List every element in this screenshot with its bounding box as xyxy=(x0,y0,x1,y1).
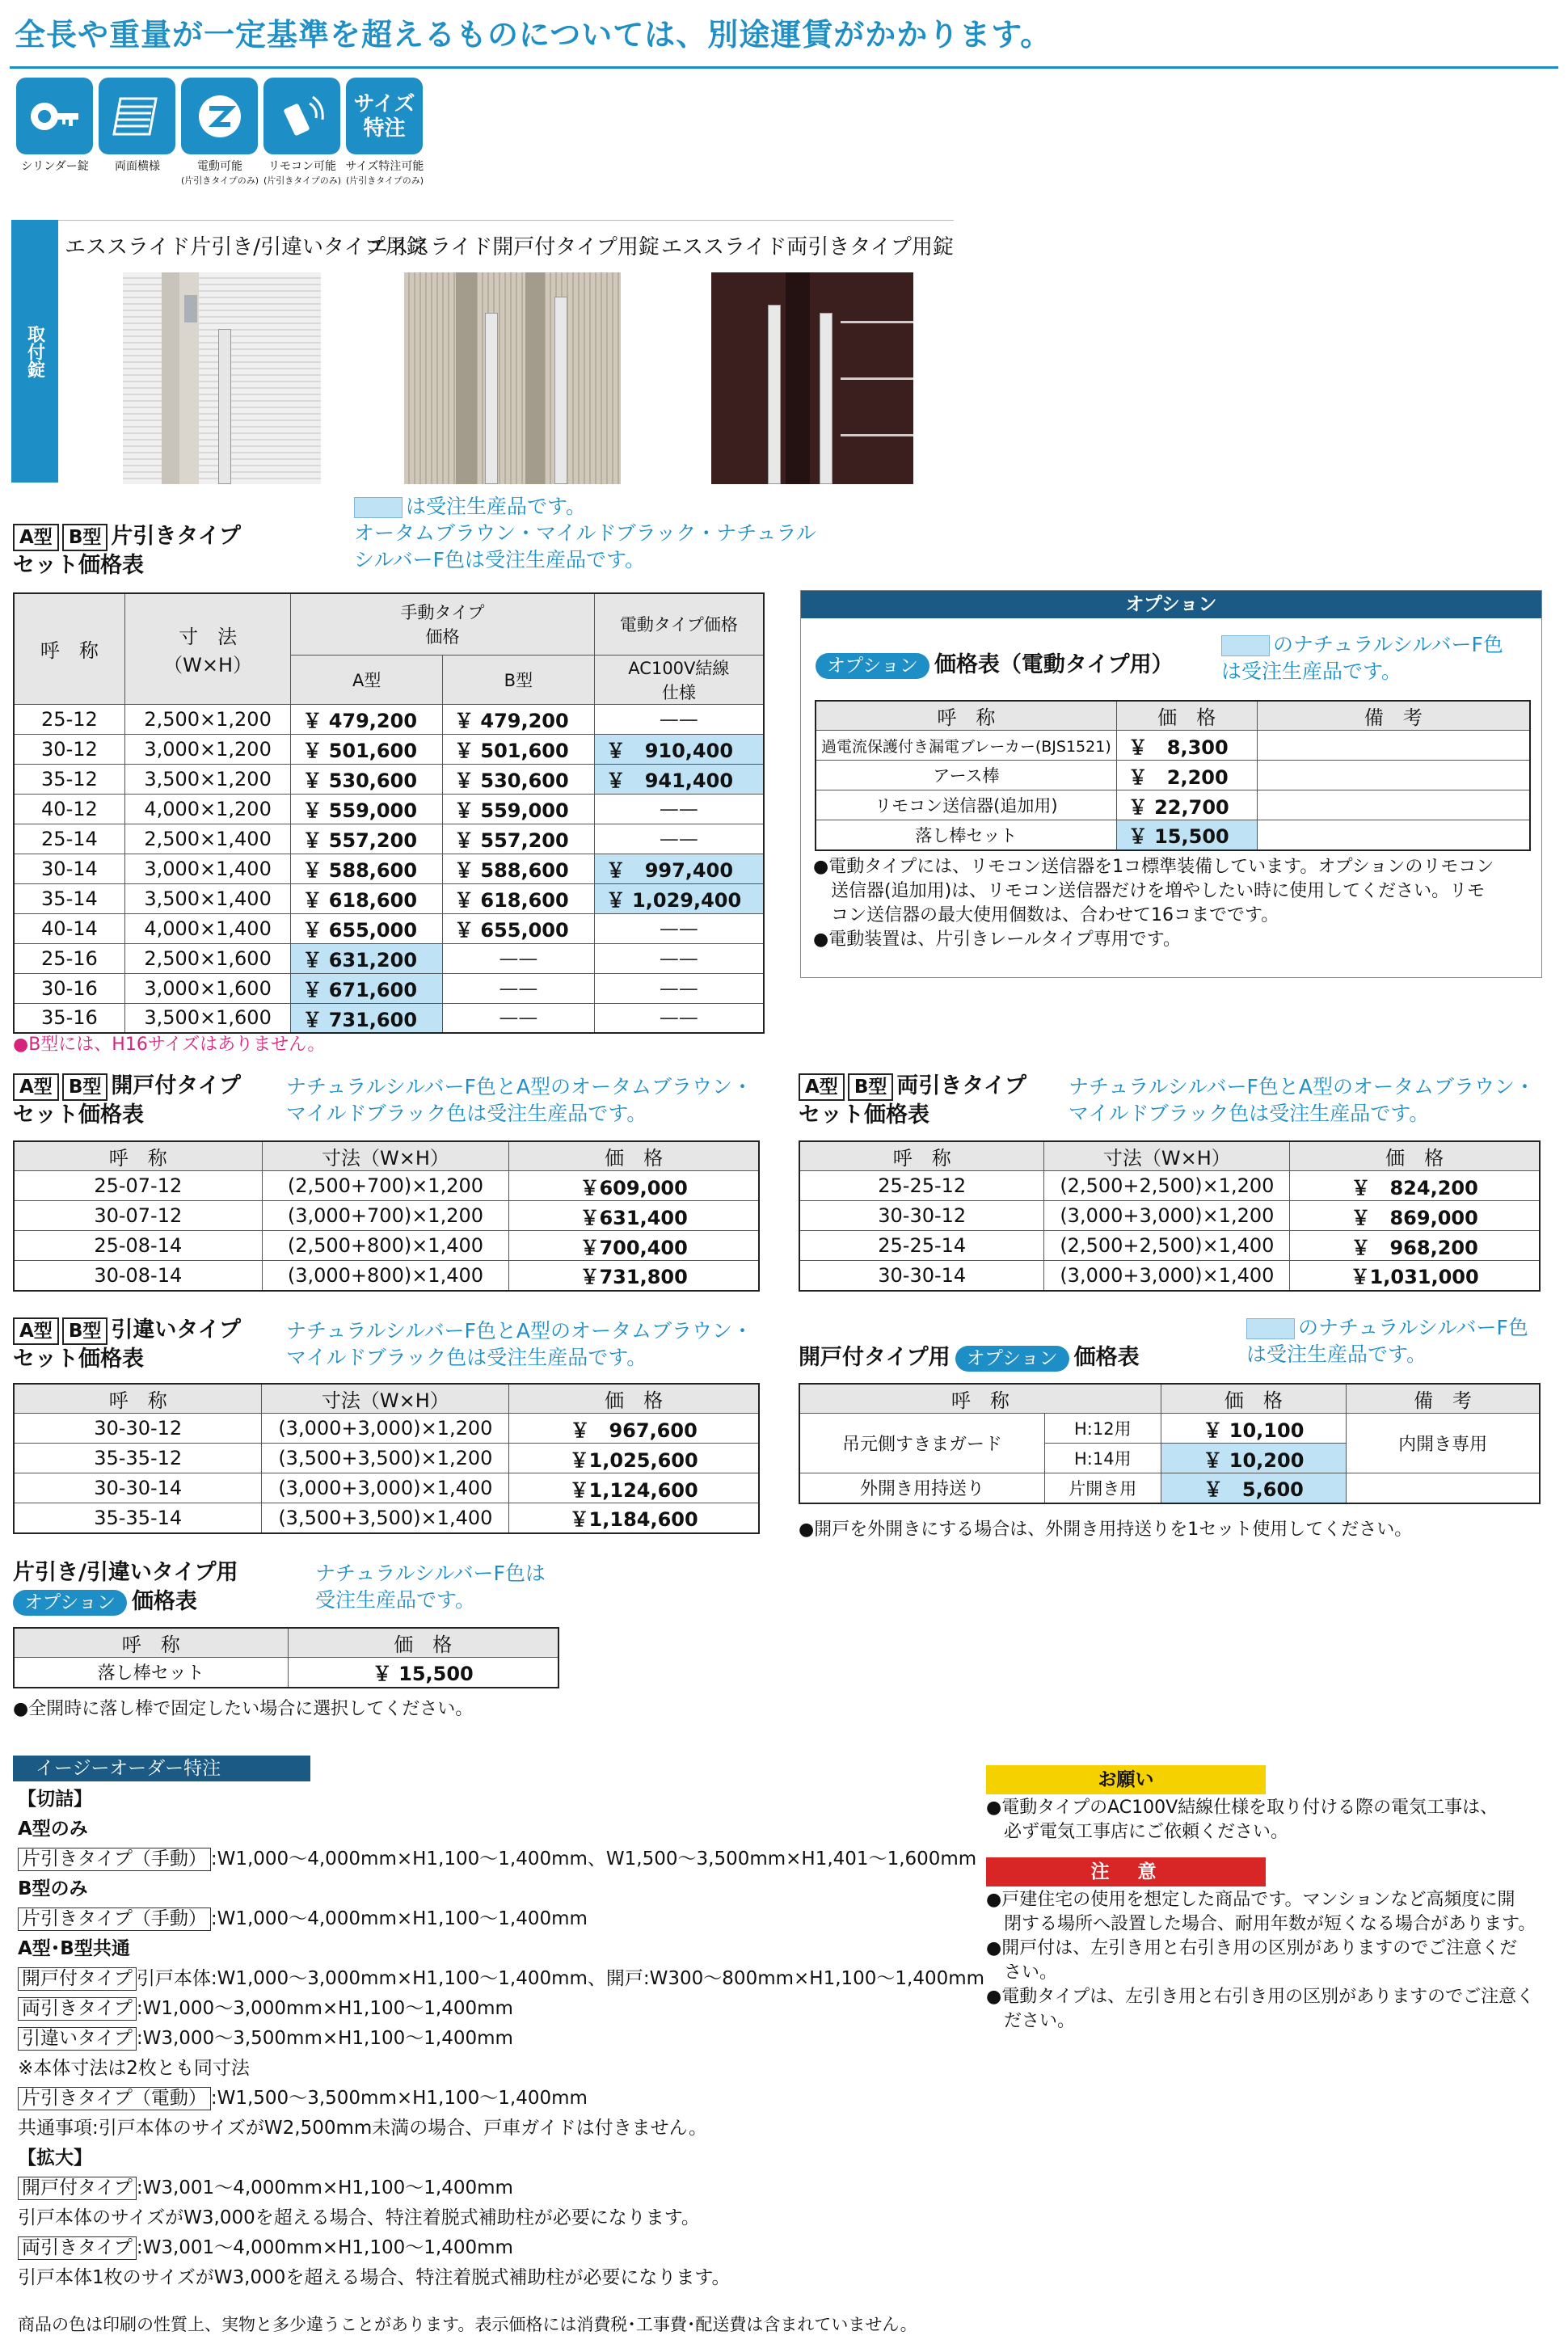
ryobiki-note: ナチュラルシルバーF色とA型のオータムブラウン・ マイルドブラック色は受注生産品です。 xyxy=(1069,1075,1535,1125)
option-header: オプション xyxy=(801,591,1541,618)
option-katabiki-note: ナチュラルシルバーF色は 受注生産品です。 xyxy=(315,1562,546,1612)
cylinder-lock-icon xyxy=(16,78,93,154)
table-row: 30-16 3,000×1,600 ￥ 671,600 —— —— xyxy=(14,973,764,1003)
table-row: 35-14 3,500×1,400 ￥ 618,600 ￥ 618,600 ￥ 1,029,400 xyxy=(14,883,764,913)
caution-notes: ●戸建住宅の使用を想定した商品です。マンションなど高頻度に開 閉する場所へ設置した場合、耐用年数が短くなる場合があります。 ●開戸付は、左引き用と右引き用の区別がありますのでご注意くだ さい。 ●電動タイプは、左引き用と右引き用の区別がありますのでご注意く ださい。 xyxy=(986,1890,1536,2031)
option-electric-notes: ●電動タイプには、リモコン送信器を1コ標準装備しています。オプションのリモコン 送信器(追加用)は、リモコン送信器だけを増やしたい時に使用してください。リモ コン送信器の最大使用個数は、合わせて16コまでです。 ●電動装置は、片引きレールタイプ専用です。 xyxy=(813,857,1494,950)
icon-label: 両面横様 xyxy=(115,160,160,173)
ryobiki-price-table: 呼 称 寸法（W×H） 価 格 25-25-12 (2,500+2,500)×1,200 ￥ 824,200 30-30-12 (3,000+3,000)×1,200 ￥ 869,000 25-25-14 (2,500+2,500)×1,400 ￥ 968,200 30-30-14 (3,000+3,000)×1,400 ￥1,031,000 xyxy=(799,1140,1541,1292)
lock-photo-area xyxy=(58,220,954,483)
table-row: リモコン送信器(追加用) ￥ 22,700 xyxy=(816,790,1530,820)
option-katabiki-table: 呼 称 価 格 落し棒セット ￥ 15,500 xyxy=(13,1627,559,1688)
kaito-note: ナチュラルシルバーF色とA型のオータムブラウン・ マイルドブラック色は受注生産品です。 xyxy=(286,1075,752,1125)
icon-label: 電動可能 (片引きタイプのみ) xyxy=(180,160,259,186)
remote-control-icon xyxy=(263,78,340,154)
table-row: 30-30-14 (3,000+3,000)×1,400 ￥1,031,000 xyxy=(799,1261,1540,1291)
table-row: アース棒 ￥ 2,200 xyxy=(816,761,1530,790)
legend-swatch xyxy=(1246,1318,1295,1339)
option-kaito-title: 開戸付タイプ用 オプション 価格表 xyxy=(799,1345,1140,1370)
table-row: 25-25-12 (2,500+2,500)×1,200 ￥ 824,200 xyxy=(799,1171,1540,1201)
table-row: 25-14 2,500×1,400 ￥ 557,200 ￥ 557,200 —— xyxy=(14,824,764,854)
table-row: 35-35-12 (3,500+3,500)×1,200 ￥1,025,600 xyxy=(14,1444,759,1473)
option-katabiki-note-text: ●全開時に落し棒で固定したい場合に選択してください。 xyxy=(13,1699,474,1719)
lock-photo-2 xyxy=(404,272,621,484)
table-row: 35-16 3,500×1,600 ￥ 731,600 —— —— xyxy=(14,1003,764,1033)
lock-caption-3: エススライド両引きタイプ用錠 xyxy=(661,235,954,259)
table-row: 30-07-12 (3,000+700)×1,200 ￥631,400 xyxy=(14,1201,759,1231)
kaito-price-table: 呼 称 寸法（W×H） 価 格 25-07-12 (2,500+700)×1,200 ￥609,000 30-07-12 (3,000+700)×1,200 ￥631,400 25-08-14 (2,500+800)×1,400 ￥700,400 30-08-14 (3,000+800)×1,400 ￥731,800 xyxy=(13,1140,760,1292)
lock-caption-1: エススライド片引き/引違いタイプ用錠 xyxy=(65,235,428,259)
lock-photo-1 xyxy=(123,272,321,484)
made-to-order-legend: は受注生産品です。 オータムブラウン・マイルドブラック・ナチュラル シルバーF色は受注生産品です。 xyxy=(354,495,816,571)
table-row: 30-30-12 (3,000+3,000)×1,200 ￥ 869,000 xyxy=(799,1201,1540,1231)
option-kaito-table: 呼 称 価 格 備 考 吊元側すきまガード H:12用 ￥ 10,100 内開き専用 H:14用 ￥ 10,200 外開き用持送り 片開き用 ￥ 5,600 xyxy=(799,1383,1541,1504)
table-row: 30-12 3,000×1,200 ￥ 501,600 ￥ 501,600 ￥ 910,400 xyxy=(14,734,764,764)
table-row: 35-12 3,500×1,200 ￥ 530,600 ￥ 530,600 ￥ 941,400 xyxy=(14,764,764,794)
legend-swatch xyxy=(1221,635,1270,656)
electric-icon xyxy=(181,78,258,154)
hikichigai-price-table: 呼 称 寸法（W×H） 価 格 30-30-12 (3,000+3,000)×1,200 ￥ 967,600 35-35-12 (3,500+3,500)×1,200 ￥1,025,600 30-30-14 (3,000+3,000)×1,400 ￥1,124,600 35-35-14 (3,500+3,500)×1,400 ￥1,184,600 xyxy=(13,1383,760,1534)
easy-order-specs: 【切詰】 A型のみ 片引きタイプ（手動） :W1,000～4,000mm×H1,100～1,400mm、W1,500～3,500mm×H1,401～1,600mm B型のみ 片引きタイプ（手動） :W1,000～4,000mm×H1,100～1,400mm A型･B型共通 開戸付タイプ 引戸本体:W1,000～3,000mm×H1,100～1,400mm、開戸:W300～800mm×H1,100～1,400mm 両引きタイプ :W1,000～3,000mm×H1,100～1,400mm 引違いタイプ :W3,000～3,500mm×H1,100～1,400mm ※本体寸法は2枚とも同寸法 片引きタイプ（電動） :W1,500～3,500mm×H1,100～1,400mm 共通事項:引戸本体のサイズがW2,500mm未満の場合、戸車ガイドは付きません。 【拡大】 開戸付タイプ :W3,001～4,000mm×H1,100～1,400mm 引戸本体のサイズがW3,000を超える場合、特注着脱式補助柱が必要になります。 両引きタイプ :W3,001～4,000mm×H1,100～1,400mm 引戸本体1枚のサイズがW3,000を超える場合、特注着脱式補助柱が必要になります。 xyxy=(18,1789,985,2288)
option-katabiki-title: 片引き/引違いタイプ用 オプション 価格表 xyxy=(13,1560,238,1614)
katabiki-title: A型 B型 片引きタイプ セット価格表 xyxy=(13,524,241,578)
table-row: 30-30-12 (3,000+3,000)×1,200 ￥ 967,600 xyxy=(14,1414,759,1444)
table-row: 30-30-14 (3,000+3,000)×1,400 ￥1,124,600 xyxy=(14,1473,759,1503)
request-notes: ●電動タイプのAC100V結線仕様を取り付ける際の電気工事は、 必ず電気工事店にご依頼ください。 xyxy=(986,1798,1498,1842)
table-row: 25-12 2,500×1,200 ￥ 479,200 ￥ 479,200 —— xyxy=(14,704,764,734)
lock-photo-3 xyxy=(711,272,913,484)
size-special-order-icon: サイズ特注 xyxy=(346,78,423,154)
option-electric-table: 呼 称 価 格 備 考 過電流保護付き漏電ブレーカー(BJS1521) ￥ 8,300 アース棒 ￥ 2,200 リモコン送信器(追加用) ￥ 22,700 落し棒セット ￥ 15,500 xyxy=(815,700,1531,851)
table-row: 25-16 2,500×1,600 ￥ 631,200 —— —— xyxy=(14,943,764,973)
icon-label: リモコン可能 (片引きタイプのみ) xyxy=(263,160,342,186)
lock-caption-2: エススライド開戸付タイプ用錠 xyxy=(367,235,660,259)
table-row: 25-25-14 (2,500+2,500)×1,400 ￥ 968,200 xyxy=(799,1231,1540,1261)
option-kaito-note: のナチュラルシルバーF色 は受注生産品です。 xyxy=(1246,1316,1528,1366)
table-row: H:14用 ￥ 10,200 xyxy=(799,1444,1540,1473)
katabiki-note: ●B型には、H16サイズはありません。 xyxy=(13,1035,326,1055)
footer-note: 商品の色は印刷の性質上、実物と多少違うことがあります。表示価格には消費税･工事費･配送費は含まれていません。 xyxy=(18,2315,917,2334)
request-header: お願い xyxy=(986,1765,1266,1794)
option-electric-note: のナチュラルシルバーF色 は受注生産品です。 xyxy=(1221,633,1503,683)
option-kaito-note-text: ●開戸を外開きにする場合は、外開き用持送りを1セット使用してください。 xyxy=(799,1520,1413,1540)
table-row: 外開き用持送り 片開き用 ￥ 5,600 xyxy=(799,1473,1540,1503)
table-row: 落し棒セット ￥ 15,500 xyxy=(14,1658,558,1688)
page-title: 全長や重量が一定基準を超えるものについては、別途運賃がかかります。 xyxy=(15,17,1052,53)
table-row: 30-14 3,000×1,400 ￥ 588,600 ￥ 588,600 ￥ 997,400 xyxy=(14,854,764,883)
table-row: 吊元側すきまガード H:12用 ￥ 10,100 内開き専用 xyxy=(799,1414,1540,1444)
table-row: 40-12 4,000×1,200 ￥ 559,000 ￥ 559,000 —— xyxy=(14,794,764,824)
ryobiki-title: A型 B型 両引きタイプ セット価格表 xyxy=(799,1073,1026,1128)
table-row: 落し棒セット ￥ 15,500 xyxy=(816,820,1530,850)
easy-order-header: イージーオーダー特注 xyxy=(13,1756,310,1781)
lock-section-tab: 取付錠 xyxy=(11,220,58,483)
table-row: 過電流保護付き漏電ブレーカー(BJS1521) ￥ 8,300 xyxy=(816,731,1530,761)
katabiki-price-table: 呼 称 寸 法 （W×H） 手動タイプ 価格 電動タイプ価格 A型 B型 AC100V結線 仕様 25-12 2,500×1,200 ￥ 479,200 ￥ 479,200 —— 30-12 3,000×1,200 ￥ 501,600 ￥ 501,600 ￥ 910,400 35-12 3,500×1,200 ￥ 530,600 ￥ 530,600 ￥ 941,400 40-12 4,000×1,200 ￥ 559,000 ￥ 559,000 —— 25-14 2,500×1,400 ￥ 557,200 ￥ 557,200 —— 30-14 3,000×1,400 ￥ 588,600 ￥ 588,600 ￥ 997,400 35-14 3,500×1,400 ￥ 618,600 ￥ 618,600 ￥ 1,029,400 40-14 4,000×1,400 ￥ 655,000 ￥ 655,000 —— 25-16 2,500×1,600 ￥ 631,200 —— —— 30-16 3,000×1,600 ￥ 671,600 —— —— 35-16 3,500×1,600 ￥ 731,600 —— —— xyxy=(13,592,765,1034)
table-row: 30-08-14 (3,000+800)×1,400 ￥731,800 xyxy=(14,1261,759,1291)
kaito-title: A型 B型 開戸付タイプ セット価格表 xyxy=(13,1073,241,1128)
hikichigai-note: ナチュラルシルバーF色とA型のオータムブラウン・ マイルドブラック色は受注生産品です。 xyxy=(286,1319,752,1369)
title-divider xyxy=(10,66,1558,69)
icon-label: シリンダー錠 xyxy=(21,160,89,173)
table-row: 25-08-14 (2,500+800)×1,400 ￥700,400 xyxy=(14,1231,759,1261)
legend-swatch xyxy=(354,497,403,518)
option-electric-title: オプション 価格表（電動タイプ用） xyxy=(816,651,1174,680)
table-row: 25-07-12 (2,500+700)×1,200 ￥609,000 xyxy=(14,1171,759,1201)
double-sided-pattern-icon xyxy=(99,78,175,154)
table-row: 40-14 4,000×1,400 ￥ 655,000 ￥ 655,000 —— xyxy=(14,913,764,943)
hikichigai-title: A型 B型 引違いタイプ セット価格表 xyxy=(13,1317,241,1372)
icon-label: サイズ特注可能 (片引きタイプのみ) xyxy=(345,160,424,186)
table-row: 35-35-14 (3,500+3,500)×1,400 ￥1,184,600 xyxy=(14,1503,759,1533)
caution-header: 注 意 xyxy=(986,1857,1266,1886)
